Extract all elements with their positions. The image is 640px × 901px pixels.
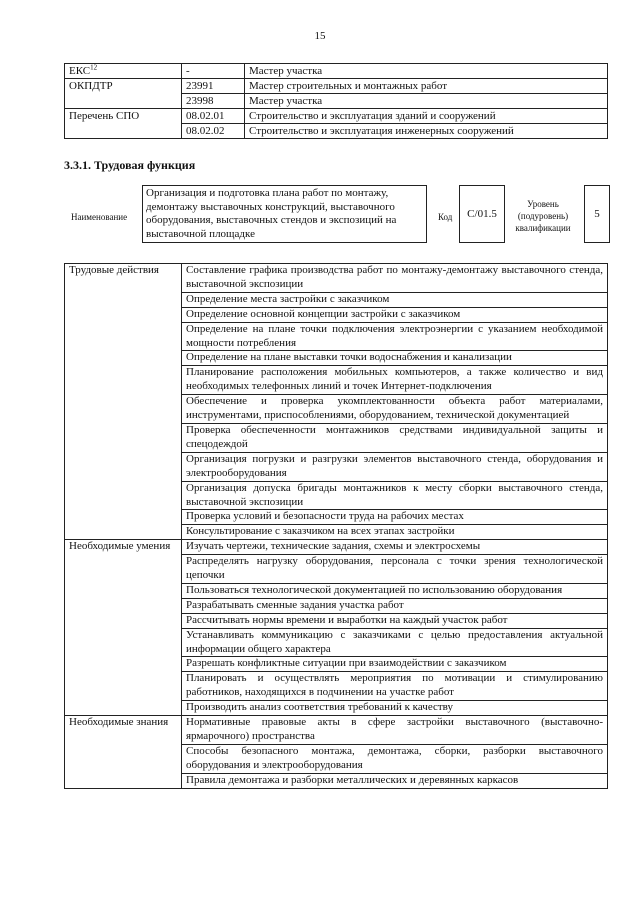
table-cell: Рассчитывать нормы времени и выработки на каждый участок работ [182, 613, 608, 628]
okpdtr-name: Мастер строительных и монтажных работ [245, 79, 608, 94]
table-cell: Консультирование с заказчиком на всех этапах застройки [182, 525, 608, 540]
section-label: Трудовые действия [65, 264, 182, 540]
spo-name: Строительство и эксплуатация зданий и сооружений [245, 109, 608, 124]
spo-name: Строительство и эксплуатация инженерных сооружений [245, 124, 608, 139]
table-row [65, 716, 608, 745]
table-cell: Планировать и осуществлять мероприятия по мотивации и стимулированию работников, находящихся в подчинении на участке работ [182, 672, 608, 701]
table-row [65, 540, 608, 555]
table-row [65, 109, 608, 124]
section-label: Необходимые умения [65, 540, 182, 716]
table-cell: Нормативные правовые акты в сфере застройки выставочного (выставочно-ярмарочного) пространства [182, 716, 608, 745]
table-row [65, 264, 608, 293]
table-cell: Определение на плане выставки точки водоснабжения и канализации [182, 351, 608, 366]
table-cell: Изучать чертежи, технические задания, схемы и электросхемы [182, 540, 608, 555]
function-name: Организация и подготовка плана работ по монтажу, демонтажу выставочных конструкций, выставочного оборудования, выставочных стендов и экспозиций на выставочной площадке [142, 185, 427, 243]
qualification-level-label: Уровень (подуровень) квалификации [515, 199, 571, 233]
eks-label: ЕКС$^{12}$ [65, 64, 182, 79]
table-row [65, 79, 608, 94]
table-cell: Пользоваться технологической документацией по использованию оборудования [182, 583, 608, 598]
classification-table [64, 63, 608, 139]
eks-name: Мастер участка [245, 64, 608, 79]
spo-label: Перечень СПО [65, 109, 182, 139]
table-cell: Способы безопасного монтажа, демонтажа, сборки, разборки выставочного оборудования и электрооборудования [182, 744, 608, 773]
table-row [65, 64, 608, 79]
table-cell: Распределять нагрузку оборудования, персонала с точки зрения технологической цепочки [182, 555, 608, 584]
section-title: 3.3.1. Трудовая функция [64, 158, 196, 172]
table-cell: Проверка условий и безопасности труда на рабочих местах [182, 510, 608, 525]
table-cell: Планирование расположения мобильных компьютеров, а также количество и вид необходимых телефонных линий и точек Интернет-подключения [182, 366, 608, 395]
function-code: C/01.5 [459, 185, 505, 243]
okpdtr-code: 23998 [182, 94, 245, 109]
table-cell: Проверка обеспеченности монтажников средствами индивидуальной защиты и спецодеждой [182, 423, 608, 452]
table-cell: Разрешать конфликтные ситуации при взаимодействии с заказчиком [182, 657, 608, 672]
table-cell: Организация погрузки и разгрузки элементов выставочного стенда, оборудования и электрооборудования [182, 452, 608, 481]
function-name-label: Наименование [71, 212, 128, 222]
section-label: Необходимые знания [65, 716, 182, 789]
table-cell: Разрабатывать сменные задания участка работ [182, 598, 608, 613]
table-cell: Определение места застройки с заказчиком [182, 292, 608, 307]
table-cell: Производить анализ соответствия требований к качеству [182, 701, 608, 716]
spo-code: 08.02.01 [182, 109, 245, 124]
table-cell: Правила демонтажа и разборки металлических и деревянных каркасов [182, 773, 608, 788]
okpdtr-code: 23991 [182, 79, 245, 94]
function-code-label: Код [438, 212, 453, 222]
table-cell: Организация допуска бригады монтажников к месту сборки выставочного стенда, выставочной экспозиции [182, 481, 608, 510]
eks-code: - [182, 64, 245, 79]
table-cell: Определение на плане точки подключения электроэнергии с указанием необходимой мощности потребления [182, 322, 608, 351]
table-cell: Обеспечение и проверка укомплектованности объекта работ материалами, инструментами, приспособлениями, оборудованием, технической документацией [182, 395, 608, 424]
labor-function-table [64, 263, 608, 789]
table-cell: Составление графика производства работ по монтажу-демонтажу выставочного стенда, выставочной экспозиции [182, 264, 608, 293]
table-cell: Определение основной концепции застройки с заказчиком [182, 307, 608, 322]
okpdtr-label: ОКПДТР [65, 79, 182, 109]
okpdtr-name: Мастер участка [245, 94, 608, 109]
footnote-ref: 12 [90, 63, 98, 72]
spo-code: 08.02.02 [182, 124, 245, 139]
table-cell: Устанавливать коммуникацию с заказчиками с целью предоставления актуальной информации общего характера [182, 628, 608, 657]
qualification-level: 5 [584, 185, 610, 243]
page-number: 15 [314, 30, 326, 42]
